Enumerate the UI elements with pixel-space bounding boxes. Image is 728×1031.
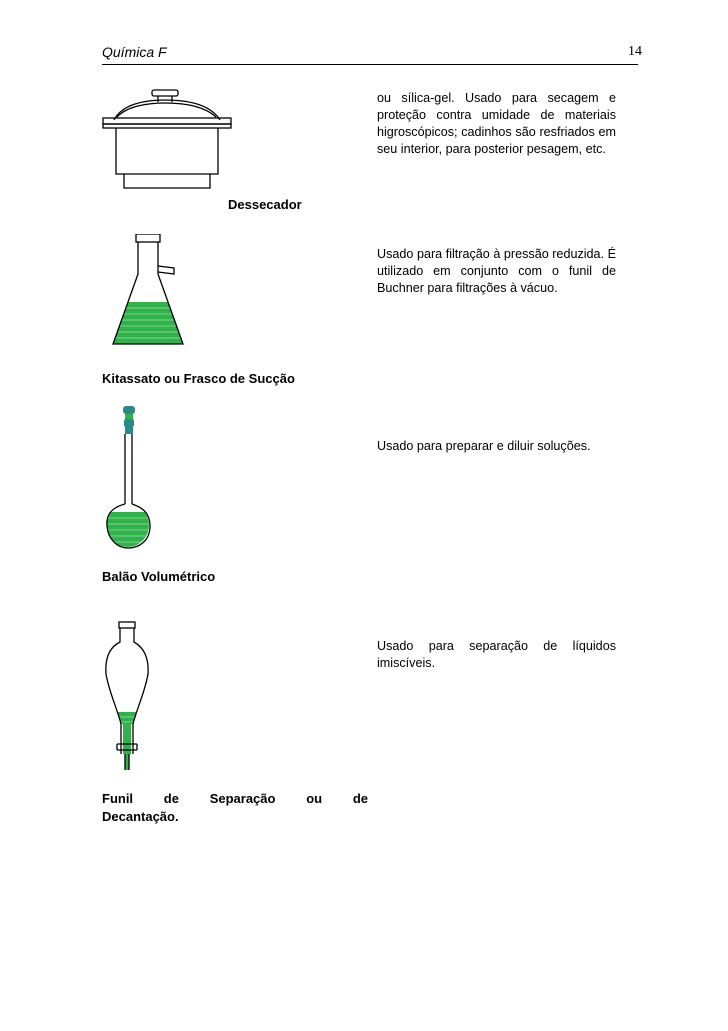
- volumetric-flask-icon: [104, 404, 154, 552]
- header-title: Química F: [102, 44, 167, 60]
- item-description-funil: Usado para separação de líquidos imiscíveis.: [377, 639, 616, 670]
- item-description-balao: Usado para preparar e diluir soluções.: [377, 439, 591, 453]
- item-description-dessecador: ou sílica-gel. Usado para secagem e proteção contra umidade de materiais higroscópicos; cadinhos são resfriados em seu interior, para posterior pesagem, etc.: [377, 91, 616, 156]
- item-label-kitassato: Kitassato ou Frasco de Sucção: [102, 371, 295, 386]
- item-label-balao: Balão Volumétrico: [102, 569, 216, 584]
- page-number: 14: [628, 44, 642, 59]
- kitasato-flask-icon: [110, 234, 190, 350]
- stopper: [123, 406, 135, 434]
- page-header: [102, 42, 642, 65]
- item-label-funil-line2: Decantação.: [102, 809, 179, 824]
- separatory-funnel-icon: [103, 620, 153, 772]
- item-label-funil-line1: Funil de Separação ou de: [102, 791, 368, 806]
- item-description-kitassato: Usado para filtração à pressão reduzida. É utilizado em conjunto com o funil de Buchner para filtrações à vácuo.: [377, 247, 616, 295]
- item-label-dessecador: Dessecador: [228, 197, 302, 212]
- desiccator-icon: [100, 88, 240, 190]
